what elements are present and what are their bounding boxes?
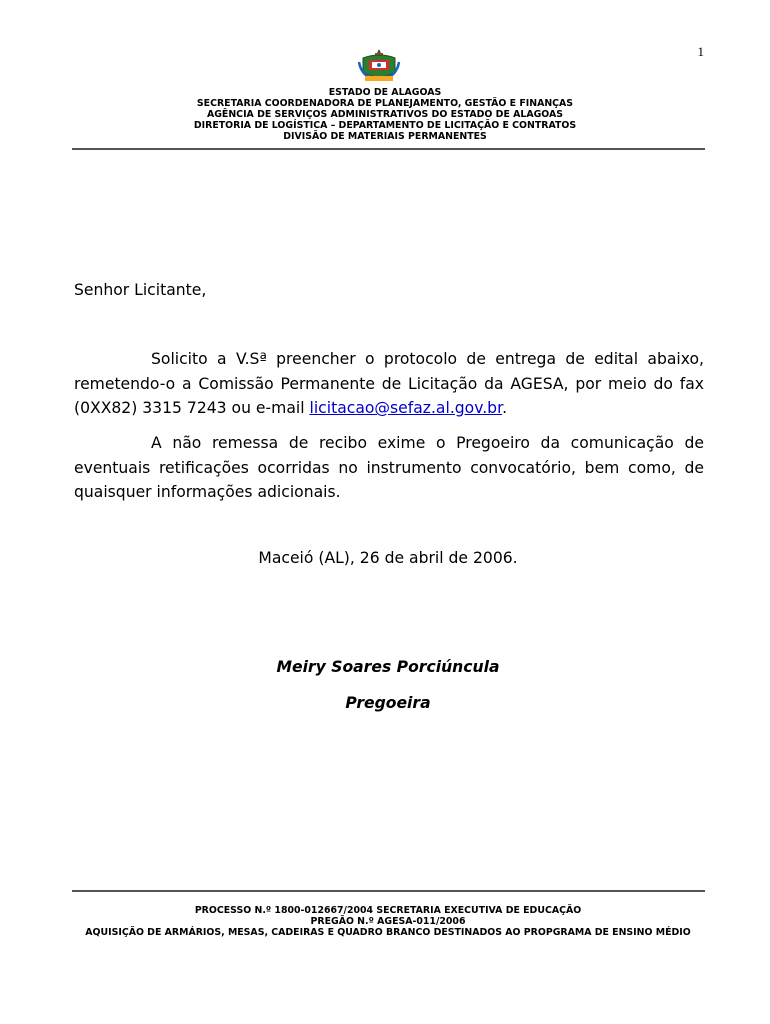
letterhead-line-secretariat: SECRETARIA COORDENADORA DE PLANEJAMENTO, GESTÃO E FINANÇAS <box>196 98 574 109</box>
letterhead-line-directorate: DIRETORIA DE LOGÍSTICA – DEPARTAMENTO DE LICITAÇÃO E CONTRATOS <box>193 120 577 131</box>
footer-divider <box>72 890 705 892</box>
signature-role: Pregoeira <box>345 694 431 712</box>
page-number: 1 <box>697 44 704 59</box>
footer <box>0 905 770 938</box>
footer-line-auction: PREGÃO N.º AGESA-011/2006 <box>310 916 466 927</box>
header-divider <box>72 148 705 150</box>
letterhead-line-division: DIVISÃO DE MATERIAIS PERMANENTES <box>283 131 487 142</box>
footer-line-acquisition: AQUISIÇÃO DE ARMÁRIOS, MESAS, CADEIRAS E QUADRO BRANCO DESTINADOS AO PROPGRAMA DE ENSINO MÉDIO <box>85 927 691 938</box>
letterhead-line-agency: AGÊNCIA DE SERVIÇOS ADMINISTRATIVOS DO ESTADO DE ALAGOAS <box>206 109 564 120</box>
paragraph-request-end: . <box>502 399 508 417</box>
paragraph-request-text: Solicito a V.Sª preencher o protocolo de entrega de edital abaixo, remetendo-o a Comissão Permanente de Licitação da AGESA, por meio do fax (0XX82) 3315 7243 ou e-mail <box>74 350 704 417</box>
paragraph-notice-text: A não remessa de recibo exime o Pregoeiro da comunicação de eventuais retificações ocorridas no instrumento convocatório, bem como, de quaisquer informações adicionais. <box>74 434 704 501</box>
coat-of-arms-icon <box>357 48 401 84</box>
salutation: Senhor Licitante, <box>74 281 207 299</box>
footer-line-process: PROCESSO N.º 1800-012667/2004 SECRETARIA EXECUTIVA DE EDUCAÇÃO <box>194 905 582 916</box>
paragraph-notice <box>74 431 704 505</box>
letterhead-line-state: ESTADO DE ALAGOAS <box>328 87 442 98</box>
paragraph-request <box>74 347 704 421</box>
letterhead <box>0 87 770 142</box>
email-link[interactable]: licitacao@sefaz.al.gov.br <box>309 399 503 417</box>
signature-name: Meiry Soares Porciúncula <box>276 658 500 676</box>
letter-date: Maceió (AL), 26 de abril de 2006. <box>258 549 518 567</box>
